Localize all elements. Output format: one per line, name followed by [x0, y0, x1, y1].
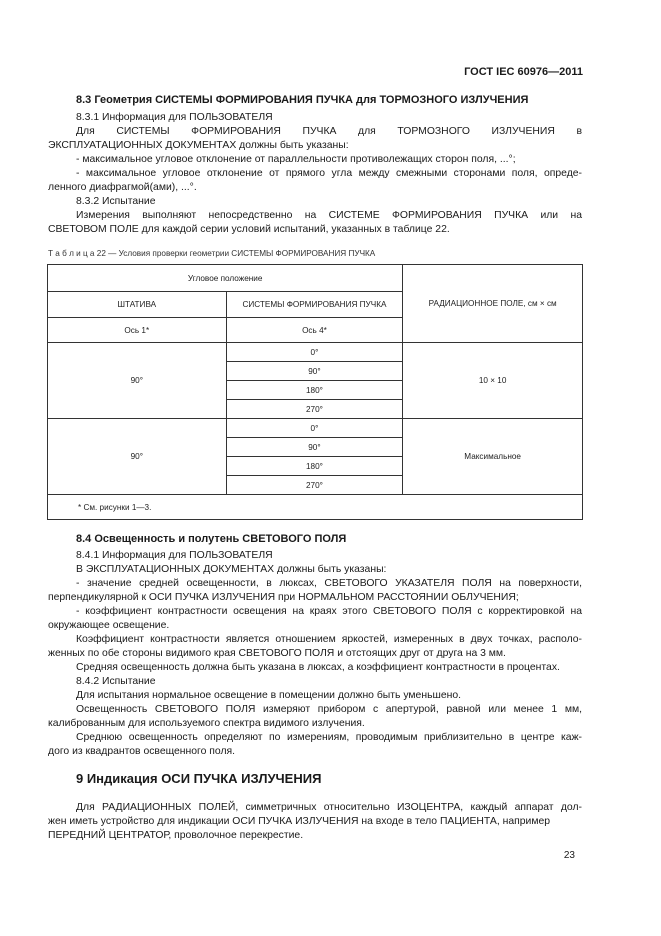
paragraph-line: Для испытания нормальное освещение в помещении должно быть уменьшено.	[76, 690, 461, 701]
paragraph-line: Средняя освещенность должна быть указана в люксах, а коэффициент контрастности в процентах.	[76, 662, 560, 673]
paragraph-line: - значение средней освещенности, в люксах, СВЕТОВОГО УКАЗАТЕЛЯ ПОЛЯ на поверхности,	[76, 578, 582, 589]
paragraph-line: В ЭКСПЛУАТАЦИОННЫХ ДОКУМЕНТАХ должны быть указаны:	[76, 564, 387, 575]
header-axis-4: Ось 4*	[226, 318, 403, 343]
paragraph-line: Коэффициент контрастности является отношением яркостей, измеренных в двух точках, располо-	[76, 634, 582, 645]
header-stand: ШТАТИВА	[48, 292, 227, 318]
paragraph-line: - максимальное угловое отклонение от прямого угла между смежными сторонами поля, опреде-	[76, 168, 582, 179]
section-8-3-title: 8.3 Геометрия СИСТЕМЫ ФОРМИРОВАНИЯ ПУЧКА для ТОРМОЗНОГО ИЗЛУЧЕНИЯ	[76, 94, 529, 106]
cell-system-angle: 0°	[226, 419, 403, 438]
paragraph-line: дого из квадрантов освещенного поля.	[48, 746, 236, 757]
cell-system-angle: 0°	[226, 343, 403, 362]
cell-stand: 90°	[48, 343, 227, 419]
document-code: ГОСТ IEC 60976—2011	[464, 66, 583, 78]
header-angle-position: Угловое положение	[48, 265, 403, 292]
subsection-8-3-2: 8.3.2 Испытание	[76, 196, 156, 207]
cell-system-angle: 270°	[226, 476, 403, 495]
subsection-8-4-2: 8.4.2 Испытание	[76, 676, 156, 687]
paragraph-line: - максимальное угловое отклонение от параллельности противолежащих сторон поля, ...°;	[76, 154, 516, 165]
paragraph-line: ленного диафрагмой(ами), ...°.	[48, 182, 197, 193]
cell-system-angle: 270°	[226, 400, 403, 419]
paragraph-line: Среднюю освещенность определяют по измерениям, проводимым приблизительно в центре каж-	[76, 732, 582, 743]
cell-system-angle: 90°	[226, 362, 403, 381]
paragraph-line: Освещенность СВЕТОВОГО ПОЛЯ измеряют прибором с апертурой, равной или менее 1 мм,	[76, 704, 582, 715]
paragraph-line: перпендикулярной к ОСИ ПУЧКА ИЗЛУЧЕНИЯ при НОРМАЛЬНОМ РАССТОЯНИИ ОБЛУЧЕНИЯ;	[48, 592, 519, 603]
section-8-4-title: 8.4 Освещенность и полутень СВЕТОВОГО ПОЛЯ	[76, 533, 347, 545]
paragraph-line: Измерения выполняют непосредственно на СИСТЕМЕ ФОРМИРОВАНИЯ ПУЧКА или на	[76, 210, 582, 221]
paragraph-line: Для РАДИАЦИОННЫХ ПОЛЕЙ, симметричных относительно ИЗОЦЕНТРА, каждый аппарат дол-	[76, 802, 582, 813]
paragraph-line: калиброванным для используемого спектра видимого излучения.	[48, 718, 365, 729]
cell-system-angle: 180°	[226, 381, 403, 400]
paragraph-line: Для СИСТЕМЫ ФОРМИРОВАНИЯ ПУЧКА для ТОРМОЗНОГО ИЗЛУЧЕНИЯ в	[76, 126, 582, 137]
cell-field-size: 10 × 10	[403, 343, 583, 419]
paragraph-line: женных по обе стороны видимого края СВЕТОВОГО ПОЛЯ и отстоящих друг от друга на 3 мм.	[48, 648, 506, 659]
header-axis-1: Ось 1*	[48, 318, 227, 343]
table-footnote: * См. рисунки 1—3.	[48, 495, 583, 520]
paragraph-line: СВЕТОВОМ ПОЛЕ для каждой серии условий испытаний, указанных в таблице 22.	[48, 224, 450, 235]
paragraph-line: жен иметь устройство для индикации ОСИ ПУЧКА ИЗЛУЧЕНИЯ на входе в тело ПАЦИЕНТА, например	[48, 816, 551, 827]
paragraph-line: - коэффициент контрастности освещения на краях этого СВЕТОВОГО ПОЛЯ с корректировкой на	[76, 606, 582, 617]
cell-field-size: Максимальное	[403, 419, 583, 495]
table-caption: Т а б л и ц а 22 — Условия проверки геометрии СИСТЕМЫ ФОРМИРОВАНИЯ ПУЧКА	[48, 249, 376, 258]
paragraph-line: ЭКСПЛУАТАЦИОННЫХ ДОКУМЕНТАХ должны быть указаны:	[48, 140, 349, 151]
subsection-8-3-1: 8.3.1 Информация для ПОЛЬЗОВАТЕЛЯ	[76, 112, 273, 123]
table-22	[47, 264, 583, 520]
paragraph-line: окружающее освещение.	[48, 620, 170, 631]
header-beam-system: СИСТЕМЫ ФОРМИРОВАНИЯ ПУЧКА	[226, 292, 403, 318]
page-number: 23	[563, 850, 575, 861]
subsection-8-4-1: 8.4.1 Информация для ПОЛЬЗОВАТЕЛЯ	[76, 550, 273, 561]
section-9-title: 9 Индикация ОСИ ПУЧКА ИЗЛУЧЕНИЯ	[76, 771, 322, 786]
cell-stand: 90°	[48, 419, 227, 495]
header-radiation-field: РАДИАЦИОННОЕ ПОЛЕ, см × см	[403, 265, 583, 343]
cell-system-angle: 90°	[226, 438, 403, 457]
paragraph-line: ПЕРЕДНИЙ ЦЕНТРАТОР, проволочное перекрестие.	[48, 830, 304, 841]
cell-system-angle: 180°	[226, 457, 403, 476]
